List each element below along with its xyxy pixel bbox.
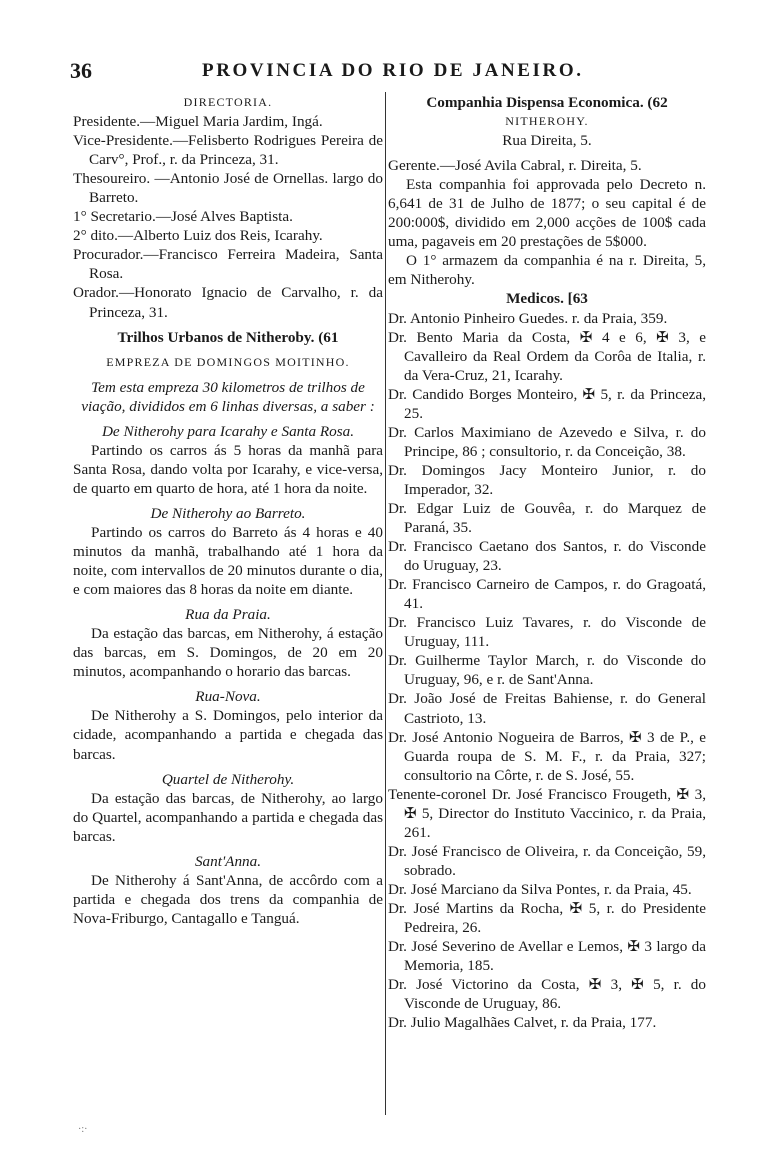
- medico-entry: Dr. José Martins da Rocha, ✠ 5, r. do Presidente Pedreira, 26.: [388, 899, 706, 937]
- left-column: [73, 93, 383, 928]
- medico-entry: Dr. Candido Borges Monteiro, ✠ 5, r. da Princeza, 25.: [388, 385, 706, 422]
- directoria-entry: Thesoureiro. —Antonio José de Ornellas. largo do Barreto.: [73, 170, 383, 207]
- company-text: O 1° armazem da companhia é na r. Direita, 5, em Nitherohy.: [388, 252, 706, 289]
- route-text: Partindo os carros ás 5 horas da manhã para Santa Rosa, dando volta por Icarahy, e vice-versa, de quarto em quarto de hora, até 1 hora da noite.: [73, 441, 383, 497]
- route-text: Partindo os carros do Barreto ás 4 horas e 40 minutos da manhã, trabalhando até 1 hora da noite, com intervallos de 20 minutos durante o dia, e com maiores das 8 horas da noite em diante.: [73, 523, 383, 599]
- route-title: Quartel de Nitherohy.: [161, 770, 295, 788]
- route-title: De Nitherohy para Icarahy e Santa Rosa.: [101, 422, 355, 440]
- directoria-entry: 1° Secretario.—José Alves Baptista.: [73, 208, 293, 226]
- medico-entry: Dr. Guilherme Taylor March, r. do Visconde do Uruguay, 96, e r. de Sant'Anna.: [388, 652, 706, 689]
- margin-mark: ·:·: [78, 1124, 88, 1135]
- route-title: Rua-Nova.: [195, 688, 261, 706]
- route-title: De Nitherohy ao Barreto.: [150, 504, 306, 522]
- directoria-list: [73, 112, 383, 322]
- company-text: Esta companhia foi approvada pelo Decreto n. 6,641 de 31 de Julho de 1877; o seu capital é de 200:000$, dividido em 2,000 acções de 100$ cada uma, pagaveis em 20 prestações de 5$000.: [388, 176, 706, 251]
- medico-entry: Dr. João José de Freitas Bahiense, r. do General Castrioto, 13.: [388, 690, 706, 727]
- directoria-entry: Orador.—Honorato Ignacio de Carvalho, r. da Princeza, 31.: [73, 284, 383, 321]
- directoria-entry: Presidente.—Miguel Maria Jardim, Ingá.: [73, 113, 323, 131]
- medico-entry: Dr. José Victorino da Costa, ✠ 3, ✠ 5, r. do Visconde de Uruguay, 86.: [388, 976, 706, 1013]
- trilhos-company: EMPREZA DE DOMINGOS MOITINHO.: [106, 354, 350, 369]
- route-title: Rua da Praia.: [185, 606, 271, 624]
- company-street: Rua Direita, 5.: [502, 132, 592, 150]
- medicos-list: [388, 309, 706, 1033]
- page-number: 36: [70, 58, 92, 83]
- directoria-entry: 2° dito.—Alberto Luiz dos Reis, Icarahy.: [73, 227, 323, 245]
- medico-entry: Dr. Julio Magalhães Calvet, r. da Praia, 177.: [388, 1014, 657, 1032]
- trilhos-intro: Tem esta empreza 30 kilometros de trilhos de viação, divididos em 6 linhas diversas, a saber :: [81, 378, 375, 415]
- route-list: [73, 422, 383, 928]
- trilhos-heading: Trilhos Urbanos de Nitheroby. (61: [117, 328, 339, 346]
- running-title: PROVINCIA DO RIO DE JANEIRO.: [202, 60, 584, 81]
- route-text: Da estação das barcas, de Nitherohy, ao largo do Quartel, acompanhando a partida e chegada das barcas.: [73, 789, 383, 845]
- medico-entry: Dr. José Francisco de Oliveira, r. da Conceição, 59, sobrado.: [388, 842, 706, 879]
- right-column: [388, 93, 706, 1032]
- medico-entry: Dr. Carlos Maximiano de Azevedo e Silva, r. do Principe, 86 ; consultorio, r. da Conceição, 38.: [388, 423, 706, 460]
- medico-entry: Dr. Antonio Pinheiro Guedes. r. da Praia, 359.: [388, 309, 668, 327]
- medico-entry: Dr. Francisco Luiz Tavares, r. do Visconde de Uruguay, 111.: [388, 614, 706, 651]
- route-title: Sant'Anna.: [194, 852, 262, 870]
- medico-entry: Dr. Domingos Jacy Monteiro Junior, r. do Imperador, 32.: [388, 461, 706, 498]
- medico-entry: Dr. José Antonio Nogueira de Barros, ✠ 3 de P., e Guarda roupa de S. M. F., r. da Praia, 327; consultorio na Côrte, r. de S. José, 55.: [388, 728, 706, 784]
- medico-entry: Dr. Edgar Luiz de Gouvêa, r. do Marquez de Paraná, 35.: [388, 499, 706, 537]
- medico-entry: Dr. Francisco Caetano dos Santos, r. do Visconde do Uruguay, 23.: [388, 538, 706, 575]
- page-header: [70, 58, 720, 84]
- medico-entry: Tenente-coronel Dr. José Francisco Frougeth, ✠ 3, ✠ 5, Director do Instituto Vaccinico, r. da Praia, 261.: [388, 785, 706, 841]
- company-manager: Gerente.—José Avila Cabral, r. Direita, 5.: [388, 157, 642, 175]
- medico-entry: Dr. José Marciano da Silva Pontes, r. da Praia, 45.: [388, 880, 692, 898]
- medicos-heading: Medicos. [63: [506, 290, 588, 308]
- medico-entry: Dr. Francisco Carneiro de Campos, r. do Gragoatá, 41.: [388, 576, 706, 613]
- medico-entry: Dr. José Severino de Avellar e Lemos, ✠ 3 largo da Memoria, 185.: [388, 938, 706, 975]
- column-divider: [385, 92, 386, 1115]
- directoria-heading: DIRECTORIA.: [183, 95, 273, 109]
- route-text: Da estação das barcas, em Nitherohy, á estação das barcas, em S. Domingos, de 20 em 20 minutos, acompanhando o horario das barcas.: [73, 625, 383, 681]
- company-city: NITHEROHY.: [505, 114, 589, 129]
- directoria-entry: Vice-Presidente.—Felisberto Rodrigues Pereira de Carv°, Prof., r. da Princeza, 31.: [73, 132, 383, 169]
- route-text: De Nitherohy á Sant'Anna, de accôrdo com a partida e chegada dos trens da companhia de Nova-Friburgo, Cantagallo e Tanguá.: [73, 871, 383, 927]
- route-text: De Nitherohy a S. Domingos, pelo interior da cidade, acompanhando a partida e chegada das barcas.: [73, 707, 383, 763]
- directoria-entry: Procurador.—Francisco Ferreira Madeira, Santa Rosa.: [73, 246, 383, 283]
- medico-entry: Dr. Bento Maria da Costa, ✠ 4 e 6, ✠ 3, e Cavalleiro da Real Ordem da Corôa de Italia, r. da Vera-Cruz, 21, Icarahy.: [388, 328, 706, 384]
- company-heading: Companhia Dispensa Economica. (62: [426, 94, 668, 111]
